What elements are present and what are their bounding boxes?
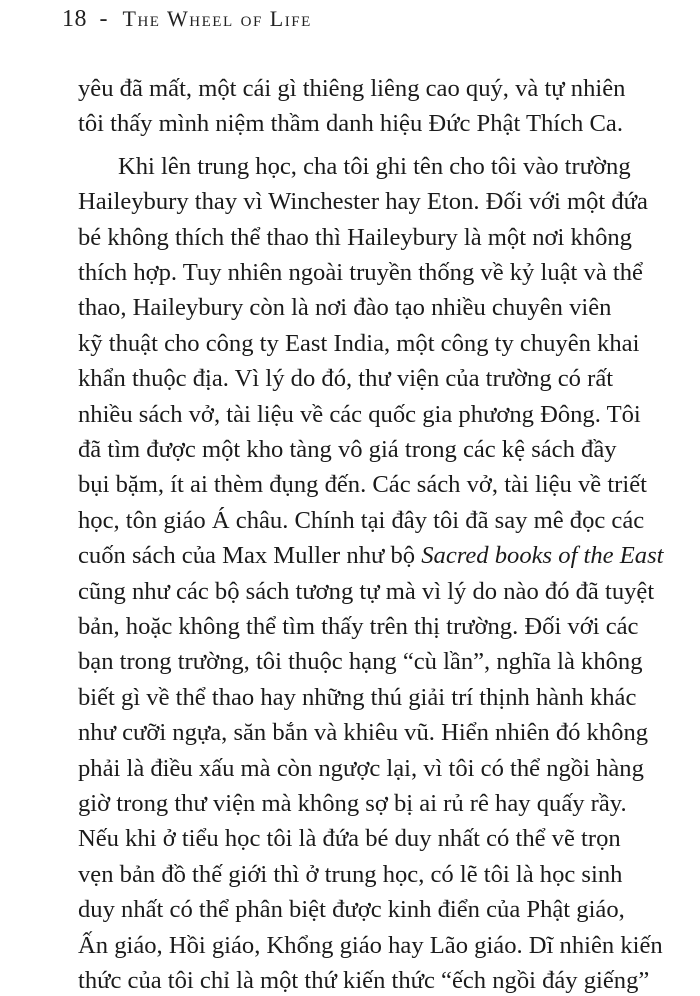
page-number: 18: [62, 6, 87, 32]
text-line: tôi thấy mình niệm thầm danh hiệu Đức Phật Thích Ca.: [78, 110, 623, 137]
text-line: bụi bặm, ít ai thèm đụng đến. Các sách vở, tài liệu về triết: [78, 471, 647, 498]
text-line: duy nhất có thể phân biệt được kinh điển của Phật giáo,: [78, 896, 625, 923]
text-line: vẹn bản đồ thế giới thì ở trung học, có lẽ tôi là học sinh: [78, 861, 623, 888]
text-line: khẩn thuộc địa. Vì lý do đó, thư viện của trường có rất: [78, 365, 614, 392]
header-separator: -: [99, 6, 108, 32]
text-line: đã tìm được một kho tàng vô giá trong các kệ sách đầy: [78, 436, 617, 463]
text-line: thao, Haileybury còn là nơi đào tạo nhiều chuyên viên: [78, 294, 612, 321]
text-line: Haileybury thay vì Winchester hay Eton. Đối với một đứa: [78, 188, 648, 215]
text-line: học, tôn giáo Á châu. Chính tại đây tôi đã say mê đọc các: [78, 507, 645, 534]
text-line: [78, 541, 663, 571]
text-line: kỹ thuật cho công ty East India, một công ty chuyên khai: [78, 330, 640, 357]
text-line: giờ trong thư viện mà không sợ bị ai rủ rê hay quấy rầy.: [78, 790, 627, 817]
text-run: cuốn sách của Max Muller như bộ: [78, 542, 422, 569]
text-line: Ấn giáo, Hồi giáo, Khổng giáo hay Lão giáo. Dĩ nhiên kiến: [78, 932, 663, 959]
text-line: như cưỡi ngựa, săn bắn và khiêu vũ. Hiển nhiên đó không: [78, 719, 649, 746]
book-title: Sacred books of the East: [421, 542, 664, 569]
text-line: nhiều sách vở, tài liệu về các quốc gia phương Đông. Tôi: [78, 401, 641, 428]
running-title: The Wheel of Life: [122, 6, 312, 31]
text-line: biết gì về thể thao hay những thú giải trí thịnh hành khác: [78, 684, 637, 711]
text-line: Nếu khi ở tiểu học tôi là đứa bé duy nhất có thể vẽ trọn: [78, 825, 621, 852]
running-header: [62, 6, 312, 33]
text-line: phải là điều xấu mà còn ngược lại, vì tôi có thể ngồi hàng: [78, 755, 644, 782]
text-line: Khi lên trung học, cha tôi ghi tên cho tôi vào trường: [118, 153, 631, 180]
text-line: bé không thích thể thao thì Haileybury là một nơi không: [78, 224, 632, 251]
text-line: yêu đã mất, một cái gì thiêng liêng cao quý, và tự nhiên: [78, 75, 626, 102]
text-line: thức của tôi chỉ là một thứ kiến thức “ếch ngồi đáy giếng”: [78, 967, 650, 994]
text-line: thích hợp. Tuy nhiên ngoài truyền thống về kỷ luật và thể: [78, 259, 643, 286]
text-line: bạn trong trường, tôi thuộc hạng “cù lần”, nghĩa là không: [78, 648, 643, 675]
text-line: bản, hoặc không thể tìm thấy trên thị trường. Đối với các: [78, 613, 639, 640]
text-line: cũng như các bộ sách tương tự mà vì lý do nào đó đã tuyệt: [78, 578, 655, 605]
